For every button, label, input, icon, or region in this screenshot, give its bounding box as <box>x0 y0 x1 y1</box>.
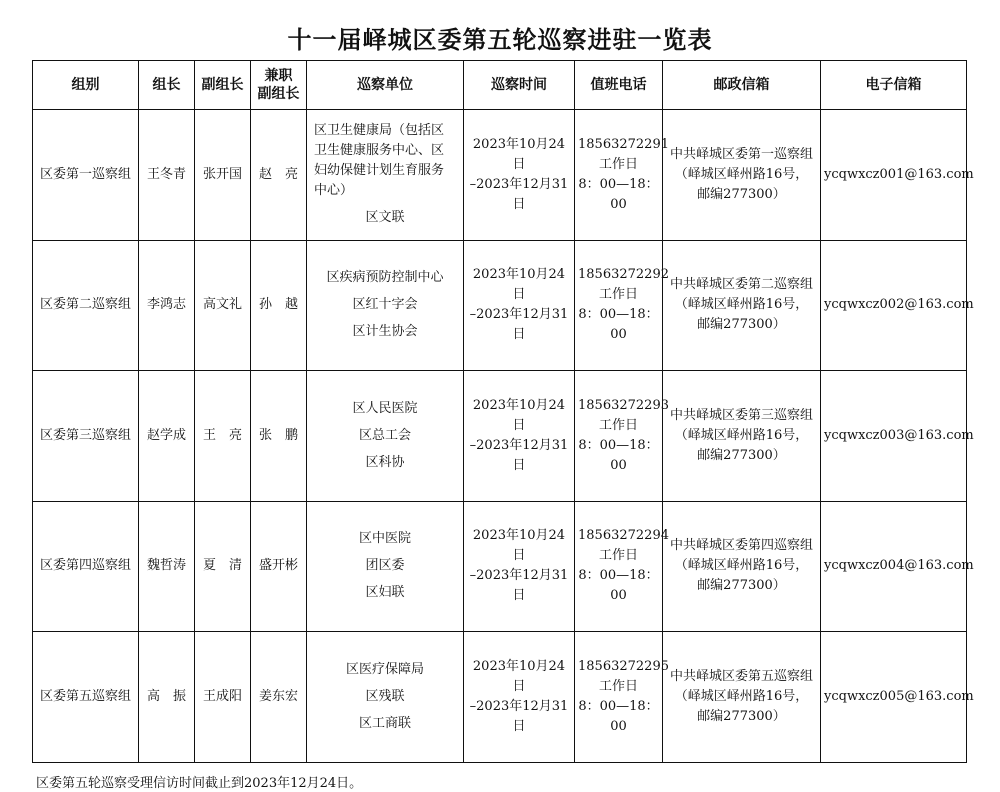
concurrent-deputy-cell: 张 鹏 <box>251 371 307 502</box>
group-cell: 区委第三巡察组 <box>33 371 139 502</box>
header-period: 巡察时间 <box>464 61 575 110</box>
postal-cell: 中共峄城区委第四巡察组 （峄城区峄州路16号， 邮编277300） <box>663 501 821 632</box>
units-cell <box>307 371 464 502</box>
unit-item: 区残联 <box>365 688 405 704</box>
header-email: 电子信箱 <box>821 61 967 110</box>
concurrent-deputy-cell: 姜东宏 <box>251 632 307 763</box>
header-units: 巡察单位 <box>307 61 464 110</box>
table-row <box>33 371 967 502</box>
header-deputy: 副组长 <box>195 61 251 110</box>
concurrent-deputy-cell: 赵 亮 <box>251 110 307 241</box>
group-cell: 区委第四巡察组 <box>33 501 139 632</box>
phone-cell: 18563272292 工作日 8：00—18：00 <box>575 240 663 371</box>
header-group: 组别 <box>33 61 139 110</box>
postal-cell: 中共峄城区委第一巡察组 （峄城区峄州路16号， 邮编277300） <box>663 110 821 241</box>
page-title: 十一届峄城区委第五轮巡察进驻一览表 <box>287 25 713 54</box>
phone-number: 18563272291 <box>578 136 669 152</box>
unit-item: 区中医院 <box>358 531 411 547</box>
deputy-cell: 王 亮 <box>195 371 251 502</box>
phone-number: 18563272295 <box>578 658 669 674</box>
email-cell: ycqwxcz005@163.com <box>821 632 967 763</box>
concurrent-deputy-cell: 盛开彬 <box>251 501 307 632</box>
leader-cell: 李鸿志 <box>139 240 195 371</box>
header-concurrent-deputy: 兼职 副组长 <box>251 61 307 110</box>
postal-cell: 中共峄城区委第二巡察组 （峄城区峄州路16号， 邮编277300） <box>663 240 821 371</box>
postal-cell: 中共峄城区委第三巡察组 （峄城区峄州路16号， 邮编277300） <box>663 371 821 502</box>
table-row <box>33 501 967 632</box>
phone-cell: 18563272291 工作日 8：00—18：00 <box>575 110 663 241</box>
leader-cell: 王冬青 <box>139 110 195 241</box>
table-row <box>33 110 967 241</box>
deputy-cell: 夏 清 <box>195 501 251 632</box>
unit-item: 区工商联 <box>358 715 411 731</box>
table-row <box>33 632 967 763</box>
units-cell <box>307 110 464 241</box>
units-cell <box>307 240 464 371</box>
period-cell: 2023年10月24日 –2023年12月31日 <box>464 110 575 241</box>
group-cell: 区委第五巡察组 <box>33 632 139 763</box>
phone-number: 18563272292 <box>578 267 669 283</box>
phone-number: 18563272293 <box>578 397 669 413</box>
unit-item: 区文联 <box>365 210 405 226</box>
unit-item: 区红十字会 <box>352 297 418 313</box>
unit-item: 区医疗保障局 <box>345 661 424 677</box>
phone-cell: 18563272294 工作日 8：00—18：00 <box>575 501 663 632</box>
unit-item: 区妇联 <box>365 585 405 601</box>
unit-item: 区计生协会 <box>352 324 418 340</box>
period-cell: 2023年10月24日 –2023年12月31日 <box>464 632 575 763</box>
email-cell: ycqwxcz001@163.com <box>821 110 967 241</box>
email-cell: ycqwxcz004@163.com <box>821 501 967 632</box>
units-cell <box>307 632 464 763</box>
table-row <box>33 240 967 371</box>
group-cell: 区委第二巡察组 <box>33 240 139 371</box>
leader-cell: 魏哲涛 <box>139 501 195 632</box>
period-cell: 2023年10月24日 –2023年12月31日 <box>464 501 575 632</box>
header-postal: 邮政信箱 <box>663 61 821 110</box>
leader-cell: 高 振 <box>139 632 195 763</box>
unit-item: 区总工会 <box>358 427 411 443</box>
header-phone: 值班电话 <box>575 61 663 110</box>
period-cell: 2023年10月24日 –2023年12月31日 <box>464 240 575 371</box>
phone-number: 18563272294 <box>578 528 669 544</box>
units-cell <box>307 501 464 632</box>
unit-item: 区科协 <box>365 454 405 470</box>
phone-cell: 18563272295 工作日 8：00—18：00 <box>575 632 663 763</box>
unit-item: 区疾病预防控制中心 <box>326 270 444 286</box>
group-cell: 区委第一巡察组 <box>33 110 139 241</box>
header-leader: 组长 <box>139 61 195 110</box>
concurrent-deputy-cell: 孙 越 <box>251 240 307 371</box>
email-cell: ycqwxcz003@163.com <box>821 371 967 502</box>
deputy-cell: 张开国 <box>195 110 251 241</box>
unit-item: 区卫生健康局（包括区卫生健康服务中心、区妇幼保健计划生育服务中心） <box>314 123 445 199</box>
leader-cell: 赵学成 <box>139 371 195 502</box>
unit-item: 区人民医院 <box>352 400 418 416</box>
email-cell: ycqwxcz002@163.com <box>821 240 967 371</box>
table-header-row <box>33 61 967 110</box>
unit-item: 团区委 <box>365 558 405 574</box>
footnote: 区委第五轮巡察受理信访时间截止到2023年12月24日。 <box>36 776 363 791</box>
phone-cell: 18563272293 工作日 8：00—18：00 <box>575 371 663 502</box>
inspection-table <box>32 60 974 763</box>
period-cell: 2023年10月24日 –2023年12月31日 <box>464 371 575 502</box>
deputy-cell: 高文礼 <box>195 240 251 371</box>
deputy-cell: 王成阳 <box>195 632 251 763</box>
postal-cell: 中共峄城区委第五巡察组 （峄城区峄州路16号， 邮编277300） <box>663 632 821 763</box>
